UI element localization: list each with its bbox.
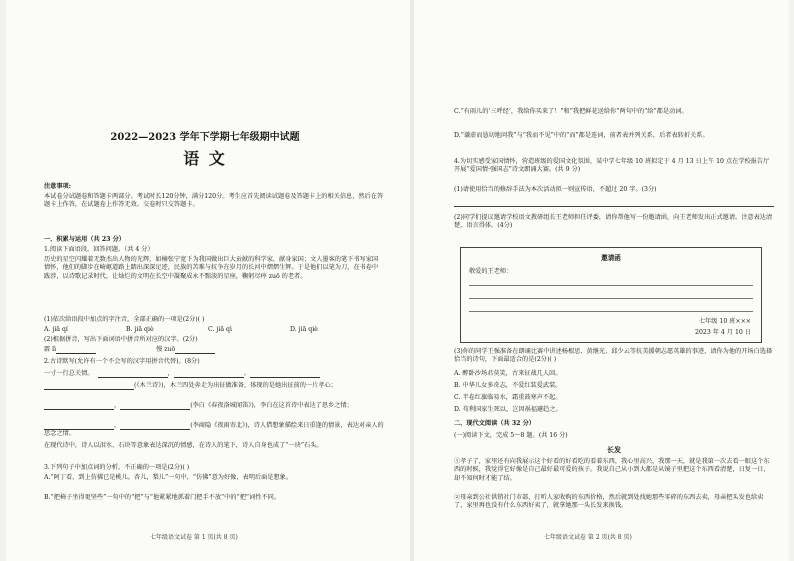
q2-stem: 2.古诗默写(允许有一个不会写的汉字用拼音代替)。(8分) bbox=[44, 358, 200, 365]
invitation-line-2[interactable] bbox=[469, 297, 753, 299]
article-title: 长发 bbox=[607, 445, 621, 454]
q1-stem: 1.阅读下面语段，回答问题。（共 4 分） bbox=[44, 246, 154, 253]
q2-blank-1[interactable] bbox=[98, 370, 168, 378]
q4-option-c[interactable]: C. 半卷红旗临易水，霜重鼓寒声不起。 bbox=[454, 394, 562, 401]
page-2-footer: 七年级语文试卷 第 2 页(共 8 页) bbox=[544, 534, 632, 541]
invitation-salutation: 敬爱的王老师： bbox=[469, 268, 513, 275]
q4-option-a[interactable]: A. 醉卧沙场君莫笑，古来征战几人回。 bbox=[454, 370, 562, 377]
q1-word-2: 慢 zuō bbox=[156, 346, 176, 353]
q4-option-b[interactable]: B. 中华儿女多奇志，不爱红装爱武装。 bbox=[454, 382, 562, 389]
q1-option-a[interactable]: A. jiā qí bbox=[44, 326, 68, 333]
q2-line5: 在现代诗中，诗人以泪水、石块等意象表达深沉的情感，在诗人的笔下，诗人自身也成了“一块”石头。 bbox=[44, 442, 323, 449]
q1-word-1: 霹 lì bbox=[44, 346, 57, 353]
q4-sub3: (3)你的同学王强准备在朗诵比赛中讲述杨根思、黄继光、邱少云等抗美援朝志愿英雄的事迹，请你为他的开场白选择恰当的诗句，下面最适合的是(2分)( ) bbox=[454, 348, 773, 364]
q2-line1: 一寸一行总关情。 ， 。 bbox=[44, 370, 384, 378]
q1-sub1: (1)依次给语段中加点的字注音，全部正确的一项是(2分)( ) bbox=[44, 316, 205, 323]
invitation-date: 2023 年 4 月 10 日 bbox=[695, 329, 751, 336]
invitation-letter-box bbox=[460, 247, 762, 343]
q4-option-d[interactable]: D. 苟利国家生死以，岂因祸福避趋之。 bbox=[454, 406, 562, 413]
q1-sub2: (2)根据拼音，写出下面词语中拼音所对应的汉字。(2分) bbox=[44, 336, 198, 343]
exam-title: 2022—2023 学年下学期七年级期中试题 bbox=[110, 132, 300, 143]
q1-options bbox=[44, 326, 384, 334]
q3-stem: 3.下列句子中加点词的分析，不正确的一项是(2分)( ) bbox=[44, 464, 190, 471]
q2-line2 bbox=[44, 382, 384, 390]
q2-line3: ， (李白《春夜洛城闻笛》)，李白在这首诗中表达了思乡之情； bbox=[44, 402, 384, 410]
exam-page-2 bbox=[414, 0, 794, 561]
q3-option-d[interactable]: D.“谦虚而恳切地问我”与“我而不见”中的“而”都是连词，前者表并列关系，后者表转折关系。 bbox=[454, 132, 709, 139]
q2-blank-5[interactable] bbox=[44, 402, 114, 410]
page-1-footer: 七年级语文试卷 第 1 页(共 8 页) bbox=[150, 534, 238, 541]
notes-heading: 注意事项: bbox=[44, 183, 72, 190]
invitation-line-3[interactable] bbox=[469, 310, 753, 312]
q2-blank-8[interactable] bbox=[120, 422, 190, 430]
scan-edge-shadow-right bbox=[789, 0, 794, 561]
q4-sub1-answer-line[interactable] bbox=[454, 205, 774, 207]
article-paragraph-2: ②母亲到公社供销社门市部，打听人家收购的东西价格，然后就到处找她那些零碎的东西去卖，母亲把头发也给卖了，家里再也没有什么东西好卖了，就拿她那一头长发来换钱。 bbox=[454, 494, 764, 510]
q2-line1-text: 一寸一行总关情。 bbox=[44, 370, 94, 377]
q2-blank-3[interactable] bbox=[250, 370, 320, 378]
q4-stem: 4.为切实感受家国情怀，营造班级的爱国文化氛围，某中学七年级 10 班拟定于 4 月 13 日上午 10 点在学校报告厅开展“爱国情·强国志”诗文朗诵大赛。(共 9 分) bbox=[454, 158, 770, 174]
reading1-heading: (一)阅读下文，完成 5～8 题。(共 16 分) bbox=[454, 432, 568, 439]
q4-sub1: (1)请使用恰当的修辞手法为本次活动拟一则宣传语，不超过 20 字。(3分) bbox=[454, 186, 657, 193]
section1-heading: 一、积累与运用（共 23 分） bbox=[44, 236, 125, 243]
q4-sub2: (2)同学们提议邀请学校语文教研组长王老师担任评委，请你帮他写一份邀请函，向王老师发出正式邀请。注意表达清楚，语言得体。(4分) bbox=[454, 214, 773, 230]
q1-words bbox=[44, 346, 384, 354]
q1-word-1-blank[interactable] bbox=[56, 346, 96, 354]
invitation-line-1[interactable] bbox=[469, 284, 753, 286]
q1-word-2-blank[interactable] bbox=[175, 346, 215, 354]
q2-line4-text: (李商隐《夜雨寄北》)，诗人借想象描绘来日重逢的情景，表达对亲人的思念之情。 bbox=[44, 422, 384, 438]
q3-option-c[interactable]: C.“有雨儿的‘三呼经’，我给你买来了！”和“我把鲜花送给你”两句中的“给”都是动词。 bbox=[454, 108, 688, 115]
q2-blank-2[interactable] bbox=[174, 370, 244, 378]
q2-line2-text: (《木兰诗》)，木兰四处奔走为出征做准备，体现的是她出征前的一片孝心； bbox=[134, 382, 337, 389]
q2-blank-6[interactable] bbox=[120, 402, 190, 410]
invitation-signature: 七年级 10 班××× bbox=[698, 318, 751, 325]
invitation-title: 邀请函 bbox=[601, 254, 621, 262]
article-paragraph-1: ①孝子了，家里还有向我展示这个好看的好看吃的看着东西，我心里高兴，我那一天，就是我第一次去看一眼这个东西的时候，我觉得它好像是自己最好最可爱的孩子。我说自己从小到大都是从镜子里把这个东西看清楚，日复一日，却不知何时才能了结。 bbox=[454, 458, 770, 482]
q1-passage: 历史的星空闪耀着无数杰出人物的光辉，如楠张宁宽下为我国做出巨大贡献的科学家，献身家国；文人墨客的笔下书写家国情怀，他们的脚步在崎岖道路上踏出深深足迹，民族的苦难与抗争在岁月的长河中熠熠生辉。于是他们以笔为刀，在书卷中跋涉，以诗歌记录时代，让灿烂的文明在长空中凝聚成永不黯淡的星座，鞠躬尽瘁 zuō 的老者。 bbox=[44, 256, 379, 280]
q1-option-d[interactable]: D. jiā qiè bbox=[290, 326, 318, 333]
q1-option-b[interactable]: B. jiā qiè bbox=[126, 326, 154, 333]
q1-option-c[interactable]: C. jiā qì bbox=[208, 326, 232, 333]
section2-heading: 二、现代文阅读（共 32 分） bbox=[454, 420, 535, 427]
notes-body: 本试卷分试题卷和答题卡两部分。考试时长120分钟，满分120分。考生应首先阅读试题卷及答题卡上的相关信息，然后在答题卡上作答，在试题卷上作答无效。交卷时只交答题卡。 bbox=[44, 193, 384, 209]
q3-option-b[interactable]: B.“把椅子坐得更坚些”一句中的“把”与“他紧紧地抓着门把手不放”中的“把”词性不同。 bbox=[44, 494, 281, 501]
q2-line4: ， (李商隐《夜雨寄北》)，诗人借想象描绘来日重逢的情景，表达对亲人的思念之情。 bbox=[44, 422, 384, 438]
q2-blank-4[interactable] bbox=[44, 382, 134, 390]
subject-title: 语 文 bbox=[183, 149, 227, 168]
q3-option-a[interactable]: A.“阿丁看，到上仿佛已是桃儿，杏儿，梨儿”一句中，“仿佛”意为好像，表明后面是想象。 bbox=[44, 474, 293, 481]
scan-edge-shadow bbox=[0, 0, 6, 561]
q2-line3-text: (李白《春夜洛城闻笛》)，李白在这首诗中表达了思乡之情； bbox=[190, 402, 353, 409]
